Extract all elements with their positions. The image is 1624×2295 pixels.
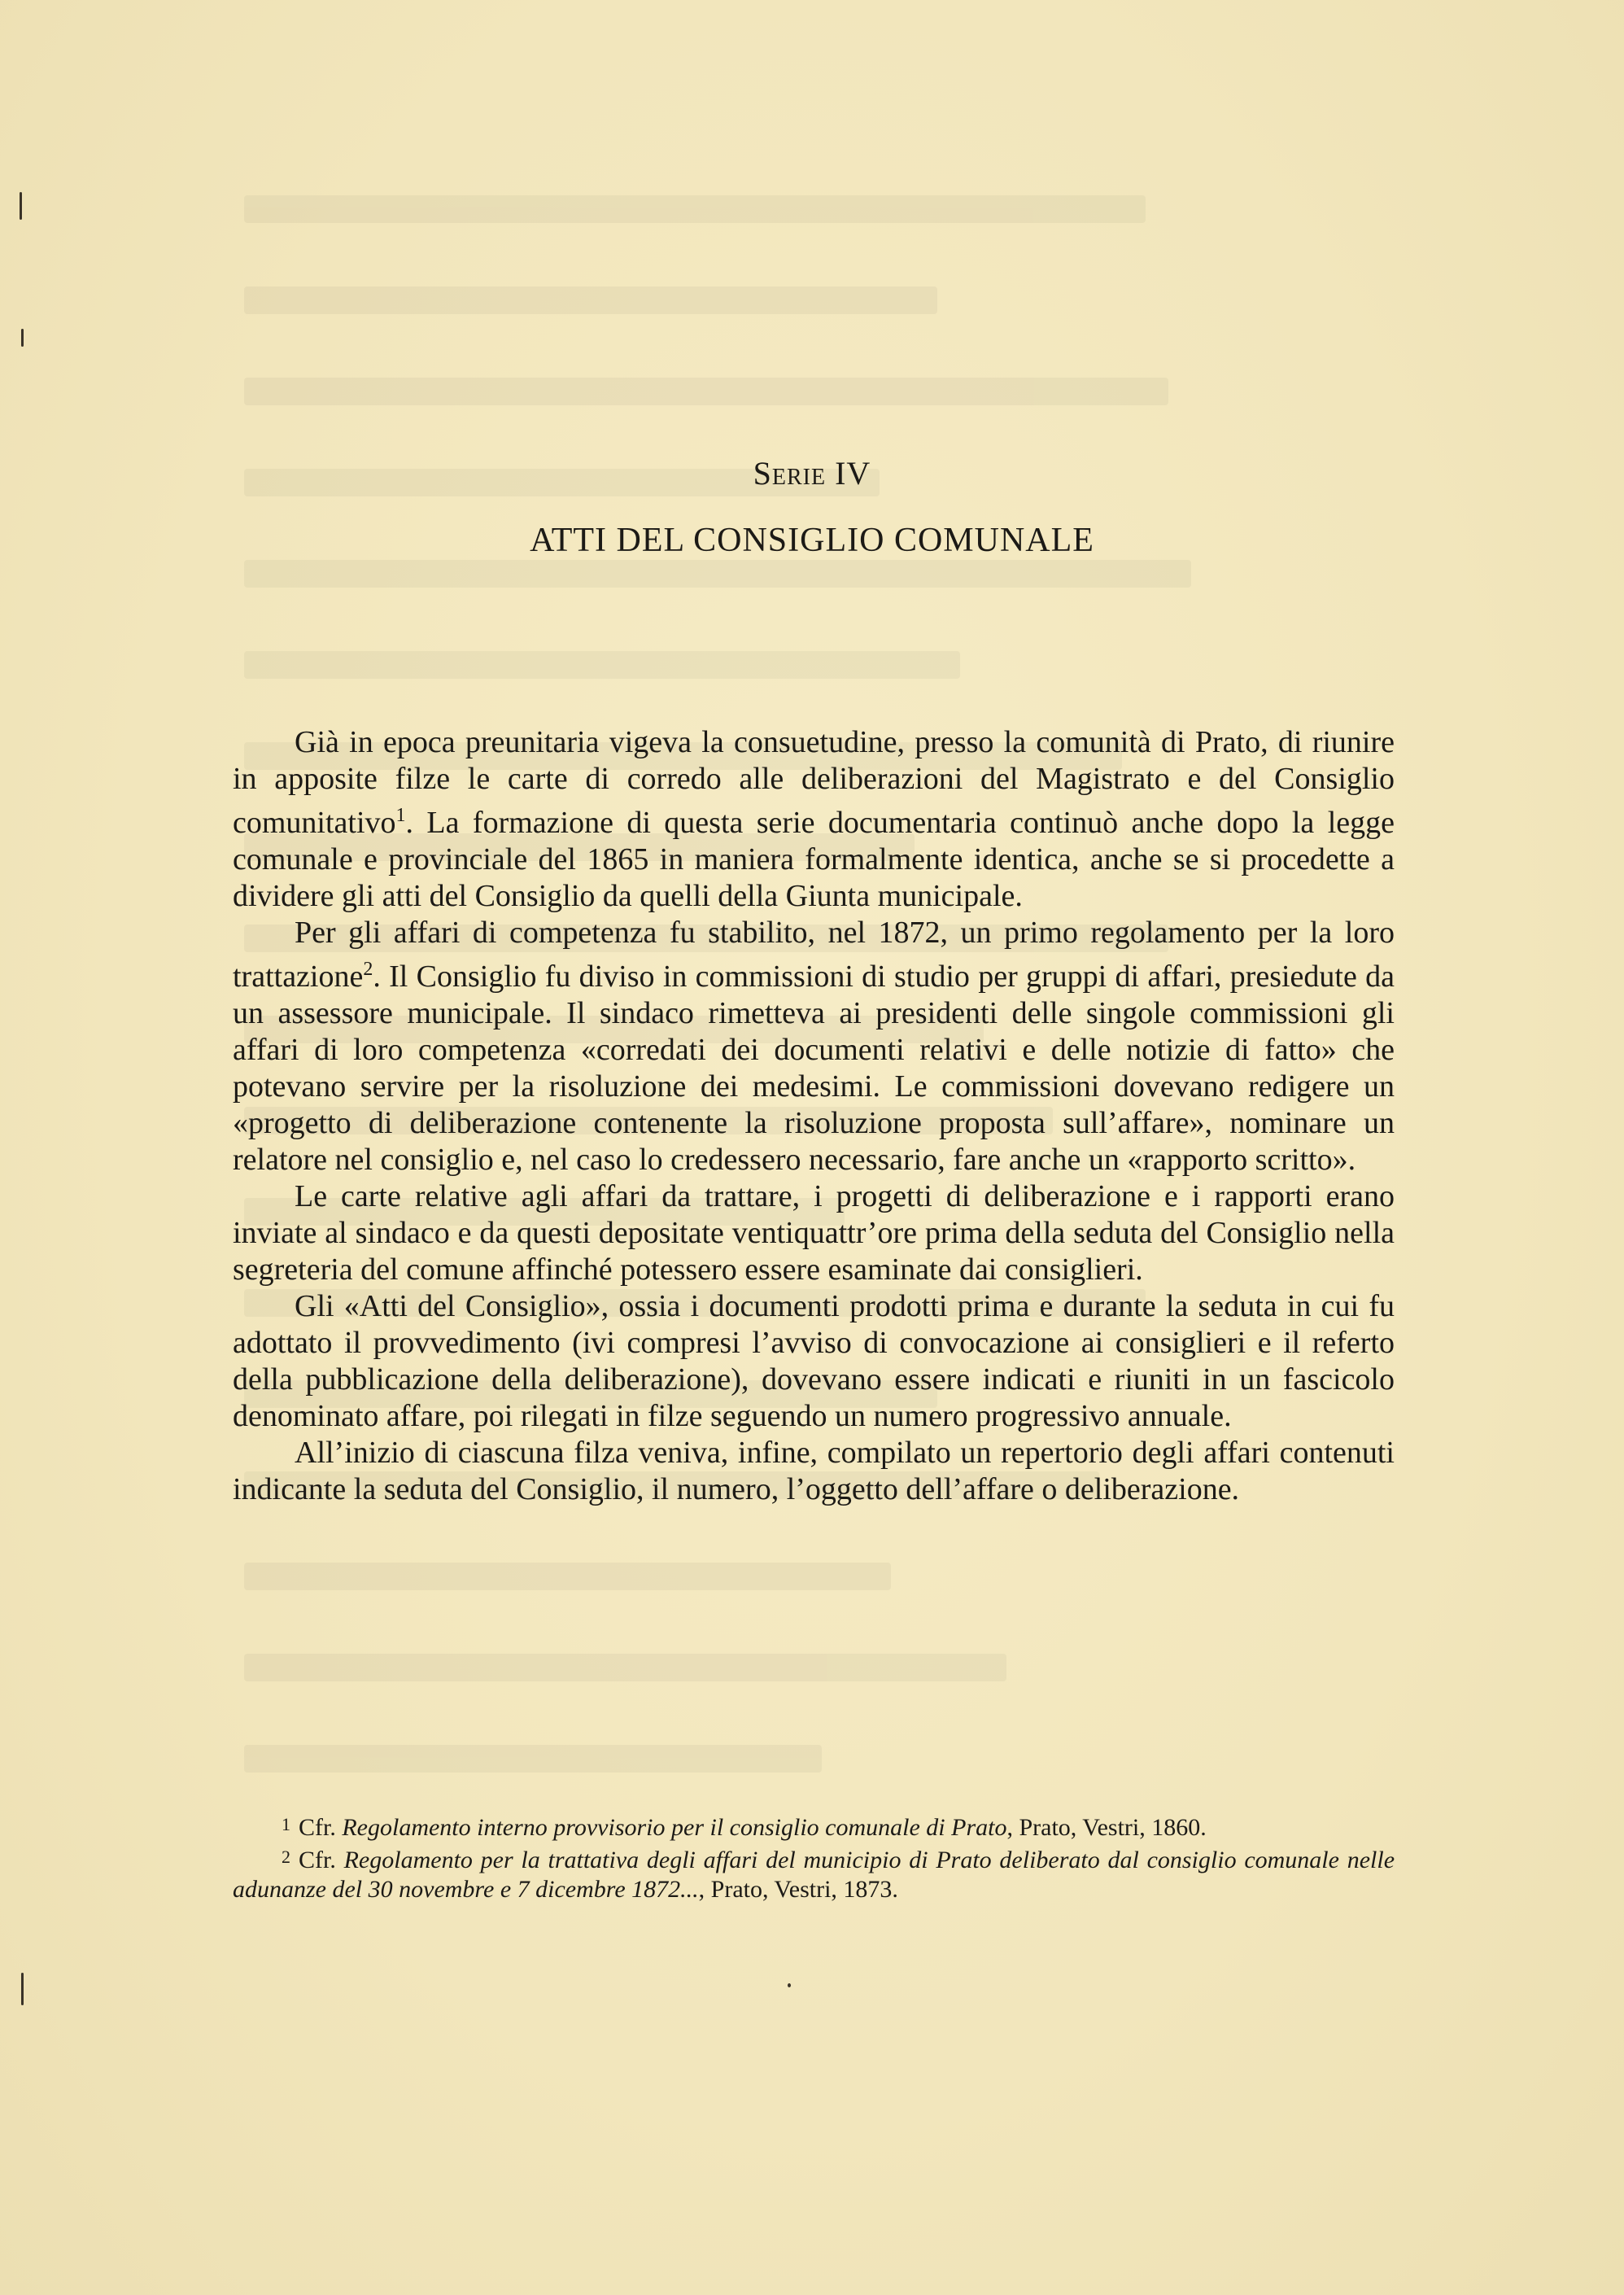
footnote-1-number: 1 — [282, 1814, 290, 1834]
paragraph-3: Le carte relative agli affari da trattare, i progetti di deliberazione e i rapporti erano inviate al sindaco e da questi depositate ventiquattr’ore prima della seduta del Consiglio nella segreteria del comune affinché potessero essere esaminate dai consiglieri. — [233, 1179, 1395, 1287]
edge-mark — [21, 329, 24, 347]
footnote-1-title: Regolamento interno provvisorio per il consiglio comunale di Prato — [342, 1814, 1007, 1841]
footnote-2-suffix: , Prato, Vestri, 1873. — [698, 1876, 898, 1903]
footnotes — [233, 1810, 1395, 1904]
page-title: ATTI DEL CONSIGLIO COMUNALE — [530, 522, 1094, 559]
paragraph-2-text-a: Per gli affari di competenza fu stabilito, nel 1872, un primo regolamento per la loro trattazione — [233, 916, 1395, 994]
speck — [788, 1983, 791, 1987]
footnote-reference-1: 1 — [395, 805, 406, 826]
paragraph-2 — [233, 915, 1395, 1178]
footnote-1-suffix: , Prato, Vestri, 1860. — [1006, 1814, 1207, 1841]
edge-mark — [21, 1973, 24, 2005]
footnote-1-prefix: Cfr. — [299, 1814, 336, 1841]
footnote-2-title: Regolamento per la trattativa degli affari del municipio di Prato deliberato dal consiglio comunale nelle adunanze del 30 novembre e 7 dicembre 1872... — [233, 1847, 1395, 1903]
body-text — [233, 724, 1395, 1508]
footnote-2-prefix: Cfr. — [299, 1847, 336, 1873]
footnote-2 — [233, 1843, 1395, 1904]
paragraph-1-text-a: Già in epoca preunitaria vigeva la consuetudine, presso la comunità di Prato, di riunire in apposite filze le carte di corredo alle deliberazioni del Magistrato e del Consiglio comunitativo — [233, 725, 1395, 840]
paragraph-5: All’inizio di ciascuna filza veniva, infine, compilato un repertorio degli affari contenuti indicante la seduta del Consiglio, il numero, l’oggetto dell’affare o deliberazione. — [233, 1436, 1395, 1506]
series-heading: Serie IV — [753, 455, 871, 492]
paragraph-4: Gli «Atti del Consiglio», ossia i documenti prodotti prima e durante la seduta in cui fu adottato il provvedimento (ivi compresi l’avviso di convocazione ai consiglieri e il referto della pubblicazione della deliberazione), dovevano essere indicati e riuniti in un fascicolo denominato affare, poi rilegati in filze seguendo un numero progressivo annuale. — [233, 1289, 1395, 1433]
edge-mark — [20, 192, 22, 220]
footnote-1 — [233, 1810, 1395, 1843]
paragraph-2-text-b: . Il Consiglio fu diviso in commissioni di studio per gruppi di affari, presiedute da un assessore municipale. Il sindaco rimetteva ai presidenti delle singole commissioni gli affari di loro competenza «corredati dei documenti relativi e delle notizie di fatto» che potevano servire per la risoluzione dei medesimi. Le commissioni dovevano redigere un «progetto di deliberazione contenente la risoluzione proposta sull’affare», nominare un relatore nel consiglio e, nel caso lo credessero necessario, fare anche un «rapporto scritto». — [233, 960, 1395, 1177]
paragraph-1-text-b: . La formazione di questa serie documentaria continuò anche dopo la legge comunale e provinciale del 1865 in maniera formalmente identica, anche se si procedette a dividere gli atti del Consiglio da quelli della Giunta municipale. — [233, 806, 1395, 913]
paragraph-1 — [233, 724, 1395, 915]
footnote-2-number: 2 — [282, 1847, 290, 1867]
footnote-reference-2: 2 — [363, 959, 373, 980]
